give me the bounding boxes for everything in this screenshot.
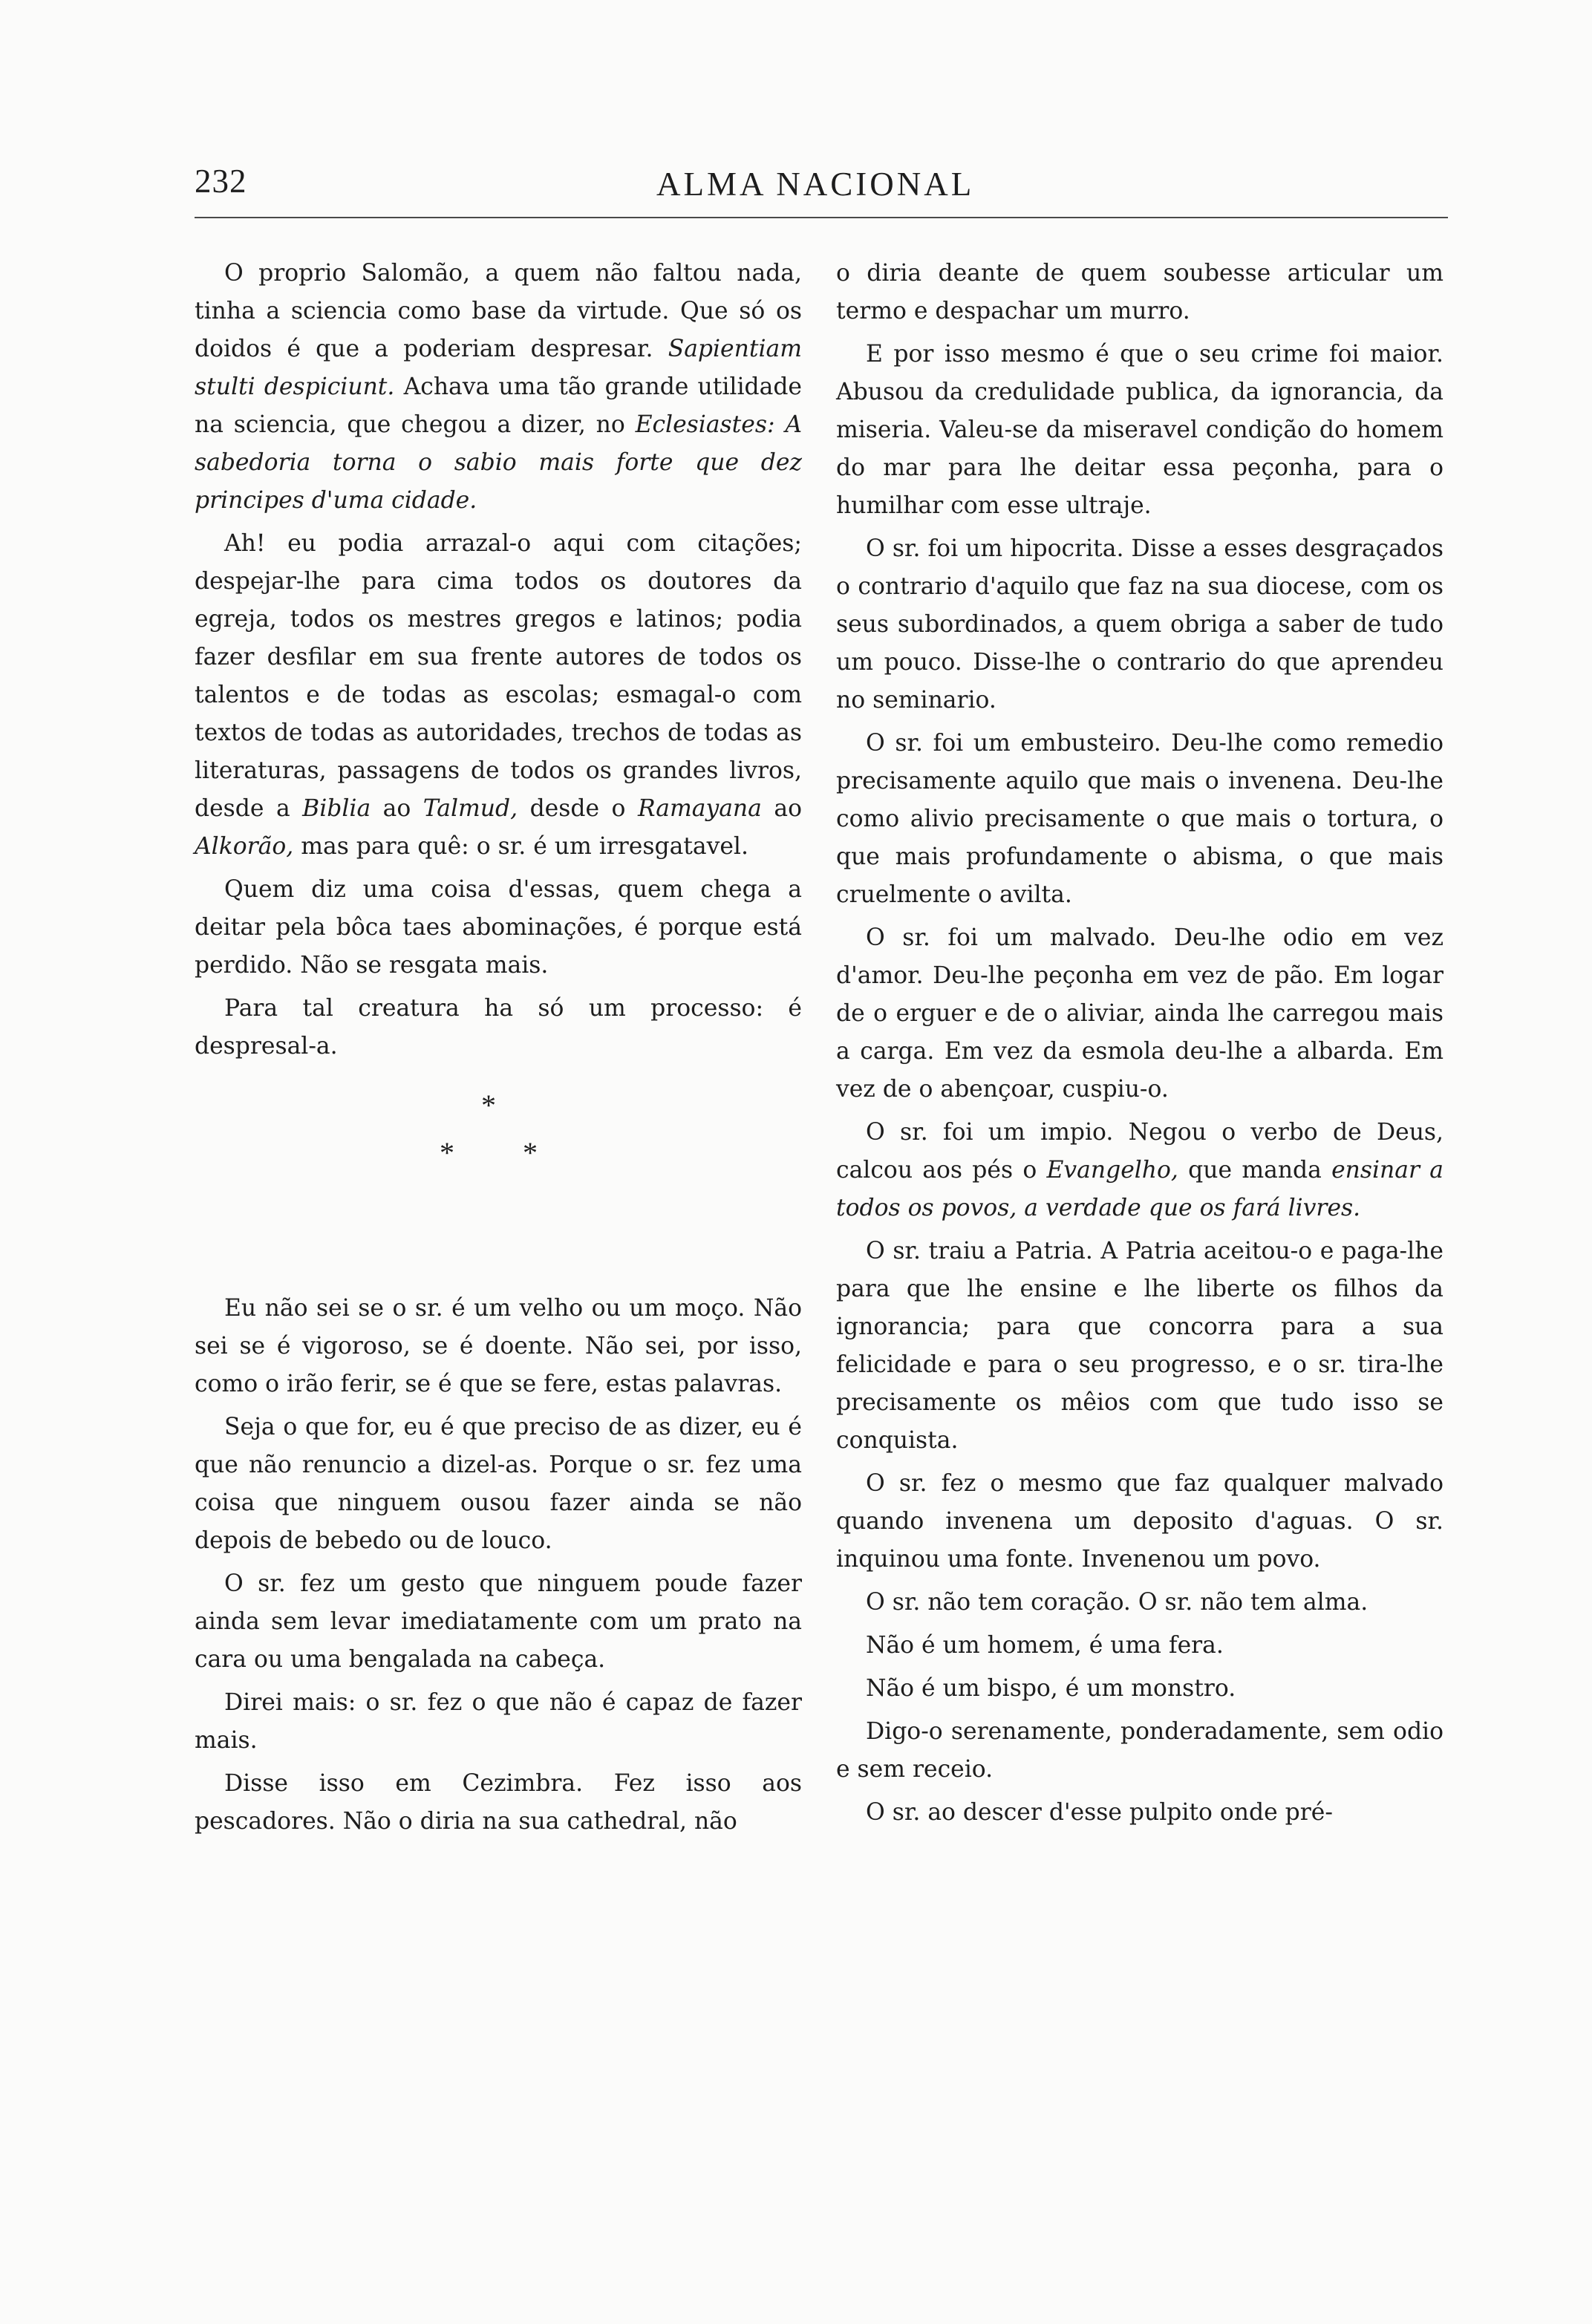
paragraph: O proprio Salomão, a quem não faltou nada, tinha a sciencia como base da virtude. Que só os doidos é que a poderiam despresar. Sapientiam stulti despiciunt. Achava uma tão grande utilidade na sciencia, que chegou a dizer, no Eclesiastes: A sabedoria torna o sabio mais forte que dez principes d'uma cidade. <box>195 260 803 514</box>
page-number: 232 <box>195 163 247 200</box>
paragraph: Não é um homem, é uma fera. <box>866 1632 1224 1659</box>
paragraph: E por isso mesmo é que o seu crime foi maior. Abusou da credulidade publica, da ignorancia, da miseria. Valeu-se da miseravel condição do homem do mar para lhe deitar essa peçonha, para o humilhar com esse ultraje. <box>836 341 1443 519</box>
right-column <box>836 255 1443 1837</box>
paragraph: O sr. foi um embusteiro. Deu-lhe como remedio precisamente aquilo que mais o invenena. Deu-lhe como alivio precisamente o que mais o tortura, o que mais profundamente o abisma, o que mais cruelmente o avilta. <box>836 730 1443 908</box>
paragraph: O sr. ao descer d'esse pulpito onde pré- <box>866 1799 1333 1826</box>
running-head-title: ALMA NACIONAL <box>656 166 975 203</box>
paragraph: O sr. fez um gesto que ninguem poude fazer ainda sem levar imediatamente com um prato na cara ou uma bengalada na cabeça. <box>195 1570 802 1673</box>
paragraph: O sr. traiu a Patria. A Patria aceitou-o e paga-lhe para que lhe ensine e lhe liberte os filhos da ignorancia; para que concorra para a sua felicidade e para o seu progresso, e o sr. tira-lhe precisamente os mêios com que tudo isso se conquista. <box>836 1238 1443 1454</box>
paragraph: Direi mais: o sr. fez o que não é capaz de fazer mais. <box>195 1689 802 1754</box>
paragraph: Digo-o serenamente, ponderadamente, sem odio e sem receio. <box>836 1718 1443 1783</box>
header-rule <box>195 217 1448 218</box>
paragraph: Para tal creatura ha só um processo: é despresal-a. <box>195 995 802 1060</box>
paragraph: Ah! eu podia arrazal-o aqui com citações; despejar-lhe para cima todos os doutores da egreja, todos os mestres gregos e latinos; podia fazer desfilar em sua frente autores de todos os talentos e de todas as escolas; esmagal-o com textos de todas as autoridades, trechos de todas as literaturas, passagens de todos os grandes livros, desde a Biblia ao Talmud, desde o Ramayana ao Alkorão, mas para quê: o sr. é um irresgatavel. <box>195 530 802 860</box>
paragraph: O sr. foi um malvado. Deu-lhe odio em vez d'amor. Deu-lhe peçonha em vez de pão. Em logar de o erguer e de o aliviar, ainda lhe carregou mais a carga. Em vez da esmola deu-lhe a albarda. Em vez de o abençoar, cuspiu-o. <box>836 924 1443 1103</box>
paragraph: O sr. foi um impio. Negou o verbo de Deus, calcou aos pés o Evangelho, que manda ensinar a todos os povos, a verdade que os fará livres. <box>836 1119 1443 1221</box>
paragraph: Eu não sei se o sr. é um velho ou um moço. Não sei se é vigoroso, se é doente. Não sei, por isso, como o irão ferir, se é que se fere, estas palavras. <box>195 1295 802 1397</box>
paragraph: O sr. fez o mesmo que faz qualquer malvado quando invenena um deposito d'aguas. O sr. inquinou uma fonte. Invenenou um povo. <box>836 1470 1443 1573</box>
asterisk: * <box>523 1136 538 1169</box>
asterisk: * <box>440 1136 454 1169</box>
paragraph: O sr. não tem coração. O sr. não tem alma. <box>866 1589 1368 1616</box>
paragraph-continuation: o diria deante de quem soubesse articular um termo e despachar um murro. <box>836 260 1443 324</box>
section-break-asterism <box>195 1088 802 1260</box>
paragraph: Seja o que for, eu é que preciso de as dizer, eu é que não renuncio a dizel-as. Porque o sr. fez uma coisa que ninguem ousou fazer ainda se não depois de bebedo ou de louco. <box>195 1414 802 1554</box>
paragraph: Disse isso em Cezimbra. Fez isso aos pescadores. Não o diria na sua cathedral, não <box>195 1770 802 1835</box>
paragraph: Quem diz uma coisa d'essas, quem chega a deitar pela bôca taes abominações, é porque está perdido. Não se resgata mais. <box>195 876 802 979</box>
left-column <box>195 255 802 1846</box>
paragraph: Não é um bispo, é um monstro. <box>866 1675 1236 1702</box>
asterisk: * <box>481 1088 496 1122</box>
paragraph: O sr. foi um hipocrita. Disse a esses desgraçados o contrario d'aquilo que faz na sua diocese, com os seus subordinados, a quem obriga a saber de tudo um pouco. Disse-lhe o contrario do que aprendeu no seminario. <box>836 535 1443 714</box>
